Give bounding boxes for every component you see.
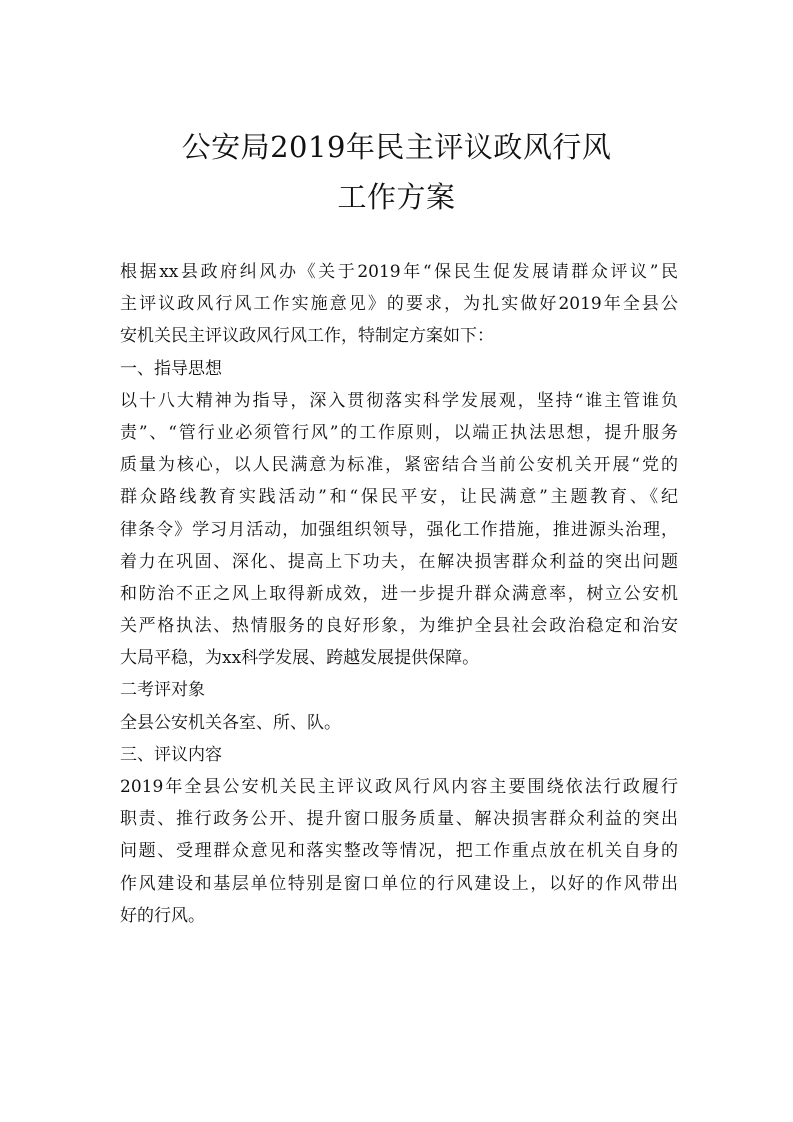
paragraph-line: 作风建设和基层单位特别是窗口单位的行风建设上，以好的作风带出 bbox=[120, 873, 678, 894]
section-heading: 三、评议内容 bbox=[120, 744, 222, 765]
paragraph-line: 大局平稳，为xx科学发展、跨越发展提供保障。 bbox=[120, 648, 480, 669]
paragraph-line: 以十八大精神为指导，深入贯彻落实科学发展观，坚持“谁主管谁负 bbox=[120, 390, 678, 411]
paragraph-line: 着力在巩固、深化、提高上下功夫，在解决损害群众利益的突出问题 bbox=[120, 551, 678, 572]
paragraph-line: 全县公安机关各室、所、队。 bbox=[120, 712, 341, 733]
paragraph-line: 安机关民主评议政风行风工作，特制定方案如下： bbox=[120, 326, 494, 347]
paragraph-line: 和防治不正之风上取得新成效，进一步提升群众满意率，树立公安机 bbox=[120, 583, 678, 604]
paragraph-line: 主评议政风行风工作实施意见》的要求，为扎实做好2019年全县公 bbox=[120, 294, 678, 315]
paragraph-line: 2019年全县公安机关民主评议政风行风内容主要围绕依法行政履行 bbox=[120, 777, 678, 797]
paragraph-line: 好的行风。 bbox=[120, 905, 205, 926]
paragraph-line: 职责、推行政务公开、提升窗口服务质量、解决损害群众利益的突出 bbox=[120, 809, 678, 830]
paragraph-line: 问题、受理群众意见和落实整改等情况，把工作重点放在机关自身的 bbox=[120, 841, 678, 862]
paragraph-line: 关严格执法、热情服务的良好形象，为维护全县社会政治稳定和治安 bbox=[120, 616, 678, 637]
title-line-2: 工作方案 bbox=[337, 180, 456, 214]
title-line-1: 公安局2019年民主评议政风行风 bbox=[181, 130, 612, 164]
paragraph-line: 质量为核心，以人民满意为标准，紧密结合当前公安机关开展“党的 bbox=[120, 455, 678, 476]
paragraph-line: 群众路线教育实践活动”和“保民平安，让民满意”主题教育、《纪 bbox=[120, 487, 678, 508]
section-heading: 一、指导思想 bbox=[120, 358, 222, 379]
paragraph-line: 责”、“管行业必须管行风”的工作原则，以端正执法思想，提升服务 bbox=[120, 422, 678, 443]
paragraph-line: 律条令》学习月活动，加强组织领导，强化工作措施，推进源头治理， bbox=[120, 519, 678, 540]
document-title bbox=[0, 122, 793, 222]
section-heading: 二考评对象 bbox=[120, 680, 205, 701]
paragraph-line: 根据xx县政府纠风办《关于2019年“保民生促发展请群众评议”民 bbox=[120, 262, 678, 282]
document-body bbox=[120, 256, 678, 932]
